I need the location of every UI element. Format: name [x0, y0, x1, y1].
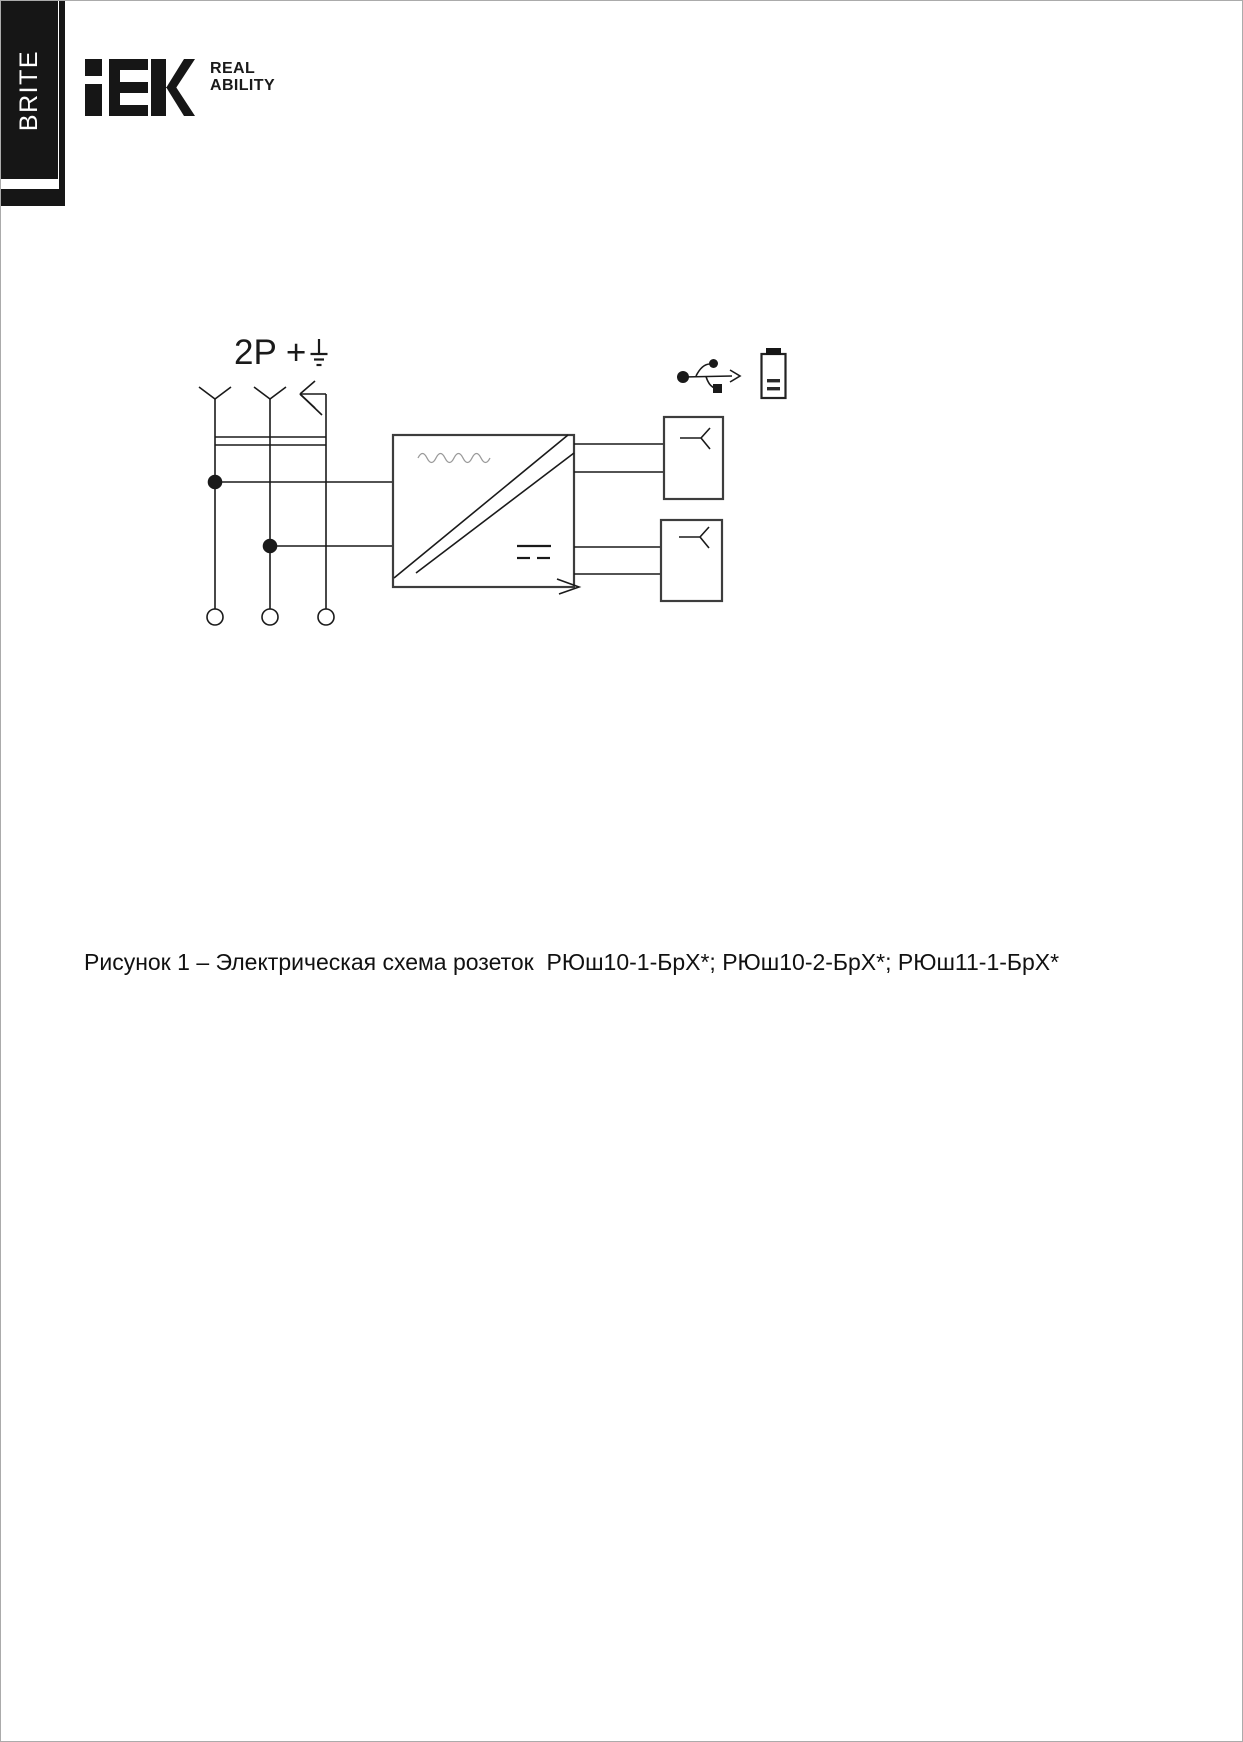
- terminal-circle: [318, 609, 334, 625]
- figure-caption: Рисунок 1 – Электрическая схема розеток РЮш10-1-БрХ*; РЮш10-2-БрХ*; РЮш11-1-БрХ*: [84, 949, 1060, 975]
- terminal-circle: [262, 609, 278, 625]
- socket-contact-fork-icon: [254, 387, 286, 609]
- socket-contact-fork-icon: [199, 387, 231, 609]
- usb-icon: [677, 359, 740, 393]
- tagline-line1: REAL: [210, 60, 256, 77]
- series-tab-label: BRITE: [15, 49, 43, 131]
- input-rating-text: 2P +: [234, 333, 307, 372]
- battery-icon: [762, 348, 786, 398]
- terminal-circle: [207, 609, 223, 625]
- usb-outlet-block: [661, 520, 722, 601]
- tagline-line2: ABILITY: [210, 76, 276, 94]
- pe-plug-arrow-icon: [300, 381, 326, 609]
- usb-outlet-block: [664, 417, 723, 499]
- ac-dc-converter-symbol: [393, 435, 579, 594]
- circuit-diagram: [1, 1, 1243, 1742]
